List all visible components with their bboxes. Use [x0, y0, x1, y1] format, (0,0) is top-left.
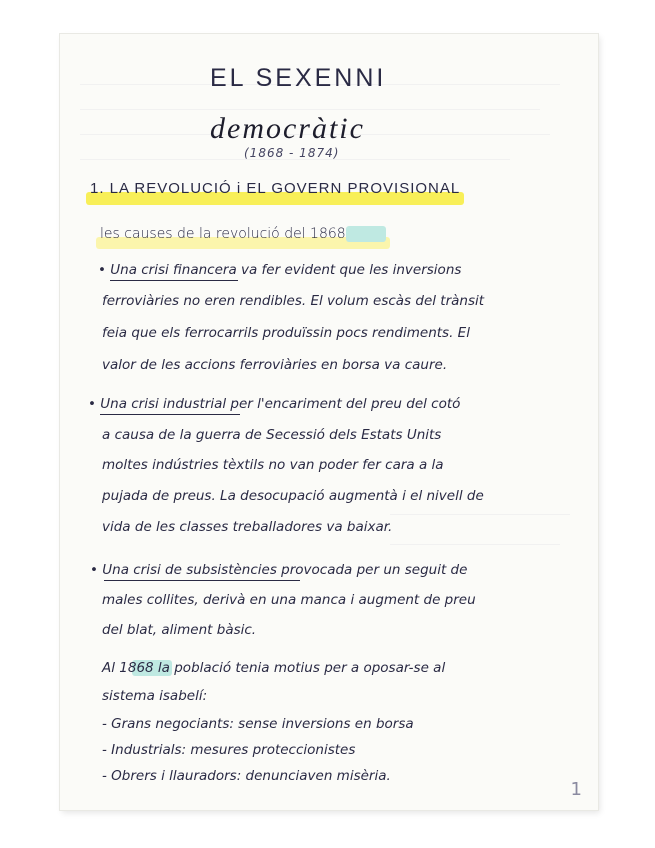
term-underline: [110, 280, 238, 281]
para4-item3: - Obrers i llauradors: denunciaven misèria.: [102, 768, 391, 784]
para2-line2: a causa de la guerra de Secessió dels Estats Units: [102, 427, 442, 443]
para1-line4: valor de les accions ferroviàries en borsa va caure.: [102, 357, 448, 373]
page-title: EL SEXENNI: [210, 64, 387, 92]
para4-line1: Al 1868 la població tenia motius per a oposar-se al: [102, 660, 446, 676]
para4-line2: sistema isabelí:: [102, 688, 208, 704]
para1-line2: ferroviàries no eren rendibles. El volum escàs del trànsit: [102, 293, 485, 309]
page-subtitle: [210, 112, 365, 146]
para2-line4: pujada de preus. La desocupació augmentà i el nivell de: [102, 488, 484, 504]
year-highlight: [346, 226, 386, 242]
para3-line3: del blat, aliment bàsic.: [102, 622, 257, 638]
para4-item2: - Industrials: mesures proteccionistes: [102, 742, 356, 758]
page-number: 1: [570, 779, 582, 800]
para1-line3: feia que els ferrocarrils produïssin pocs rendiments. El: [102, 325, 470, 341]
section-heading: 1. LA REVOLUCIÓ i EL GOVERN PROVISIONAL: [90, 180, 461, 197]
term-underline: [100, 414, 240, 415]
para2-line3: moltes indústries tèxtils no van poder fer cara a la: [102, 457, 444, 473]
para4-item1: - Grans negociants: sense inversions en borsa: [102, 716, 414, 732]
notebook-page: [60, 34, 598, 810]
para2-line5: vida de les classes treballadores va baixar.: [102, 519, 393, 535]
subsection-heading: les causes de la revolució del 1868: [100, 226, 346, 242]
subtitle-text: democràtic: [210, 112, 365, 145]
para1-line1: • Una crisi financera va fer evident que les inversions: [98, 262, 462, 278]
date-range: (1868 - 1874): [244, 146, 340, 160]
para3-line2: males collites, derivà en una manca i augment de preu: [102, 592, 476, 608]
term-underline: [104, 580, 300, 581]
para3-line1: • Una crisi de subsistències provocada per un seguit de: [90, 562, 468, 578]
para2-line1: • Una crisi industrial per l'encariment del preu del cotó: [88, 396, 461, 412]
